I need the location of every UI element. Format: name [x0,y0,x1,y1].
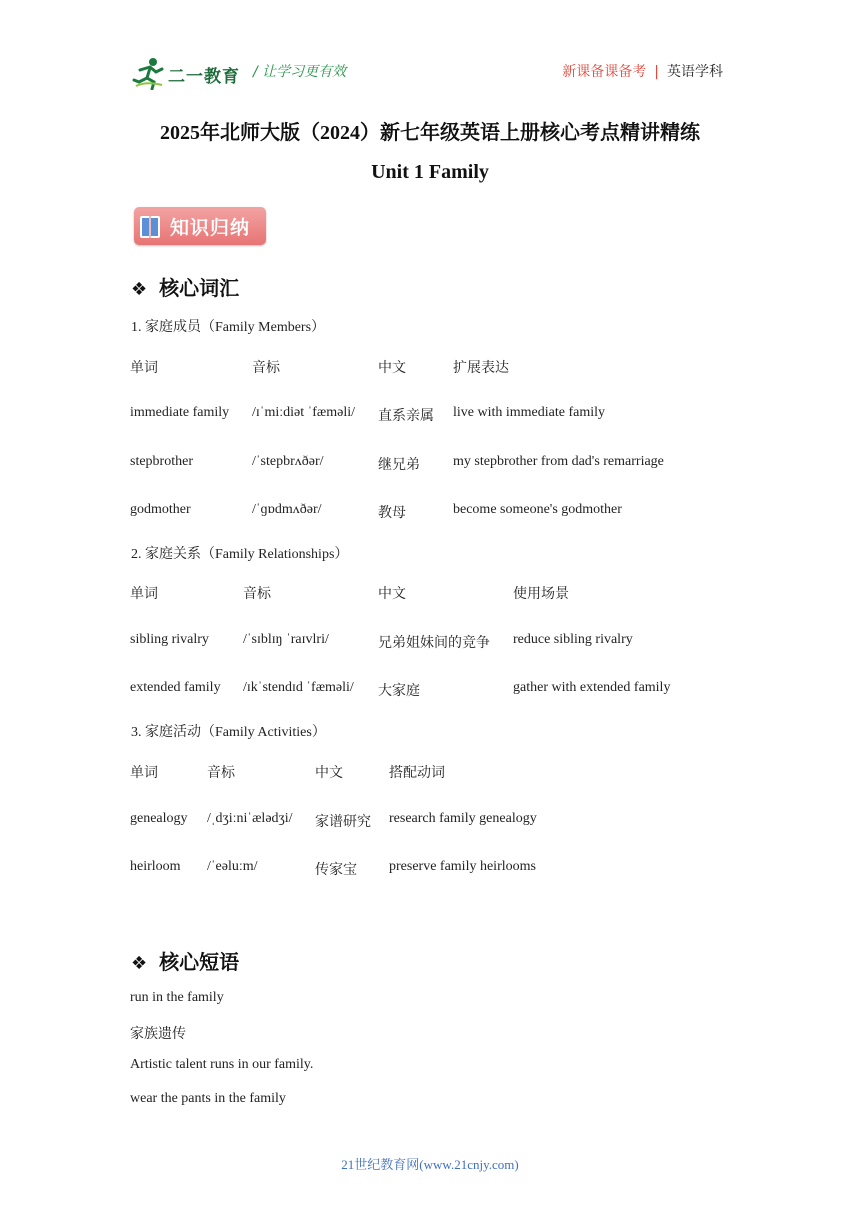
table-cell: 直系亲属 [378,409,434,424]
header-subject: 英语学科 [667,64,723,80]
table-cell: 家谱研究 [315,815,371,830]
page-title: 2025年北师大版（2024）新七年级英语上册核心考点精讲精练 [160,122,700,144]
table-cell: 继兄弟 [378,458,420,473]
section-title: 核心词汇 [159,276,240,300]
table-cell: genealogy [130,811,188,826]
table-cell: 传家宝 [315,863,357,878]
table-cell: /ɪˈmiːdiət ˈfæməli/ [252,405,356,420]
table-cell: become someone's godmother [453,502,622,517]
slogan: / 让学习更有效 [253,64,347,80]
table-header-cell: 中文 [378,361,406,376]
table-header-cell: 单词 [130,587,158,602]
section-heading-phrases [131,946,239,975]
table-header-cell: 中文 [378,587,406,602]
book-icon [139,213,161,239]
table-header-cell: 使用场景 [513,587,569,602]
table-cell: /ˈeəluːm/ [207,859,258,874]
running-figure-icon [132,56,166,90]
table-cell: /ɪkˈstendɪd ˈfæməli/ [243,680,354,695]
table-header-cell: 搭配动词 [389,766,445,781]
table-cell: 兄弟姐妹间的竞争 [378,636,490,651]
table-header-cell: 中文 [315,766,343,781]
diamond-bullet-icon: ❖ [131,953,148,974]
phrase-line: wear the pants in the family [130,1091,286,1106]
table-cell: godmother [130,502,191,517]
logo [132,56,244,90]
page-subtitle: Unit 1 Family [371,161,489,183]
table-cell: /ˈstepbrʌðər/ [252,454,324,469]
group-label: 2. 家庭关系（Family Relationships） [131,547,349,562]
phrase-line: run in the family [130,990,224,1005]
table-header-cell: 扩展表达 [453,361,509,376]
footer: 21世纪教育网(www.21cnjy.com) [341,1157,519,1172]
diamond-bullet-icon: ❖ [131,279,148,300]
table-header-cell: 音标 [252,361,280,376]
table-cell: live with immediate family [453,405,606,420]
table-cell: preserve family heirlooms [389,859,536,874]
table-cell: heirloom [130,859,181,874]
table-cell: gather with extended family [513,680,671,695]
header-tagline: 新课备课备考 [562,64,647,80]
table-header-cell: 单词 [130,766,158,781]
phrase-line: Artistic talent runs in our family. [130,1057,314,1072]
table-cell: extended family [130,680,221,695]
table-cell: research family genealogy [389,811,537,826]
table-cell: my stepbrother from dad's remarriage [453,454,664,469]
table-cell: /ˈsɪblɪŋ ˈraɪvlri/ [243,632,329,647]
header-separator: | [654,64,659,80]
header-right [562,61,723,81]
table-header-cell: 音标 [207,766,235,781]
table-cell: reduce sibling rivalry [513,632,633,647]
knowledge-badge [134,207,266,245]
section-title: 核心短语 [159,950,240,974]
table-cell: stepbrother [130,454,193,469]
group-label: 3. 家庭活动（Family Activities） [131,725,326,740]
logo-text: 二一教育 [168,67,240,87]
table-cell: immediate family [130,405,230,420]
table-cell: 大家庭 [378,684,420,699]
badge-label: 知识归纳 [170,217,251,239]
table-cell: /ˌdʒiːniˈælədʒi/ [207,811,293,826]
table-cell: 教母 [378,506,406,521]
table-header-cell: 音标 [243,587,271,602]
table-cell: /ˈɡɒdmʌðər/ [252,502,322,517]
table-cell: sibling rivalry [130,632,209,647]
section-heading-vocab [131,272,239,301]
group-label: 1. 家庭成员（Family Members） [131,320,326,335]
phrase-line: 家族遗传 [130,1027,186,1042]
table-header-cell: 单词 [130,361,158,376]
